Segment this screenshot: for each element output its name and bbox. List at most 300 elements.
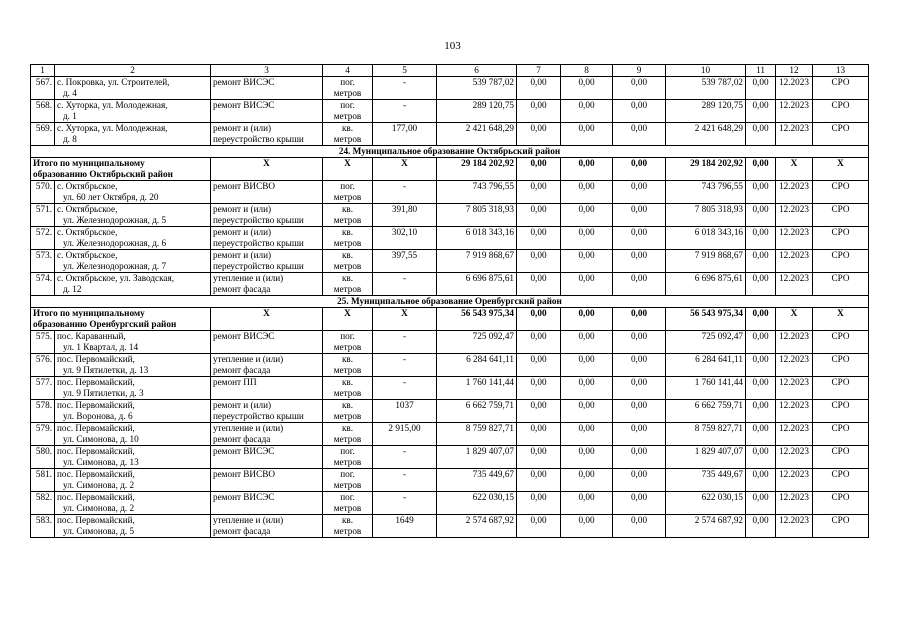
address-cell-line-1: пос. Первомайский,: [57, 377, 135, 387]
address-cell-line-1: с. Покровка, ул. Строителей,: [57, 77, 170, 87]
deadline-cell: 12.2023: [776, 469, 813, 492]
work-type-cell-line-1: ремонт и (или): [213, 227, 272, 237]
fund-cell: 0,00: [746, 331, 776, 354]
unit-cell: [323, 515, 373, 538]
unit-cell-line-1: кв.: [341, 123, 354, 133]
row-number: 581.: [31, 469, 55, 492]
fund-cell: 0,00: [517, 77, 561, 100]
address-cell-line-2: ул. Воронова, д. 6: [63, 411, 133, 421]
total-x: X: [211, 308, 323, 331]
total-cost-cell: 1 760 141,44: [437, 377, 517, 400]
work-type-cell-line-1: ремонт и (или): [213, 204, 272, 214]
quantity-cell: 302,10: [373, 227, 437, 250]
operator-cell: СРО: [813, 354, 869, 377]
address-cell-line-2: ул. Симонова, д. 5: [63, 526, 135, 536]
total-cost-cell: 539 787,02: [437, 77, 517, 100]
work-type-cell-line-1: ремонт и (или): [213, 400, 272, 410]
row-number: 568.: [31, 100, 55, 123]
work-type-cell-line-2: переустройство крыши: [213, 134, 304, 144]
row-number: 576.: [31, 354, 55, 377]
address-cell-line-1: с. Октябрьское,: [57, 227, 118, 237]
row-number: 570.: [31, 181, 55, 204]
address-cell-line-1: с. Хуторка, ул. Молодежная,: [57, 100, 168, 110]
quantity-cell: -: [373, 377, 437, 400]
deadline-cell: 12.2023: [776, 515, 813, 538]
unit-cell: [323, 250, 373, 273]
fund-cell: 0,00: [517, 377, 561, 400]
fund-cell: 0,00: [613, 123, 666, 146]
operator-cell: СРО: [813, 204, 869, 227]
deadline-cell: 12.2023: [776, 181, 813, 204]
unit-cell-line-2: метров: [333, 192, 362, 202]
unit-cell: [323, 204, 373, 227]
table-row: [31, 423, 869, 446]
col-header: 2: [55, 65, 211, 77]
total-label-line-1: Итого по муниципальному: [33, 308, 145, 318]
work-type-cell: [211, 227, 323, 250]
owner-funds-cell: 622 030,15: [666, 492, 746, 515]
col-header: 11: [746, 65, 776, 77]
fund-cell: 0,00: [517, 204, 561, 227]
operator-cell: СРО: [813, 227, 869, 250]
address-cell: [55, 423, 211, 446]
address-cell: [55, 204, 211, 227]
section-heading-row: [31, 146, 869, 158]
address-cell: [55, 77, 211, 100]
address-cell-line-2: д. 1: [63, 111, 77, 121]
fund-cell: 0,00: [613, 273, 666, 296]
total-cost-cell: 29 184 202,92: [437, 158, 517, 181]
col-header: 8: [561, 65, 613, 77]
unit-cell-line-2: метров: [333, 480, 362, 490]
operator-cell: СРО: [813, 377, 869, 400]
work-type-cell-line-1: ремонт и (или): [213, 250, 272, 260]
quantity-cell: 1649: [373, 515, 437, 538]
owner-funds-cell: 8 759 827,71: [666, 423, 746, 446]
unit-cell-line-1: пог.: [340, 100, 355, 110]
total-label-line-2: образованию Октябрьский район: [33, 169, 173, 179]
address-cell-line-2: д. 4: [63, 88, 77, 98]
deadline-cell: 12.2023: [776, 100, 813, 123]
total-cost-cell: 289 120,75: [437, 100, 517, 123]
operator-cell: СРО: [813, 515, 869, 538]
owner-funds-cell: 6 696 875,61: [666, 273, 746, 296]
address-cell-line-2: ул. 1 Квартал, д. 14: [63, 342, 139, 352]
address-cell-line-1: пос. Первомайский,: [57, 515, 135, 525]
work-type-cell-line-2: переустройство крыши: [213, 261, 304, 271]
total-cost-cell: 2 574 687,92: [437, 515, 517, 538]
work-type-cell: [211, 273, 323, 296]
deadline-cell: 12.2023: [776, 331, 813, 354]
row-number: 573.: [31, 250, 55, 273]
unit-cell: [323, 377, 373, 400]
row-number: 571.: [31, 204, 55, 227]
unit-cell-line-2: метров: [333, 457, 362, 467]
work-type-cell-line-1: ремонт ПП: [213, 377, 257, 387]
operator-cell: СРО: [813, 469, 869, 492]
col-header: 13: [813, 65, 869, 77]
fund-cell: 0,00: [613, 204, 666, 227]
address-cell-line-2: ул. 9 Пятилетки, д. 3: [63, 388, 144, 398]
unit-cell: [323, 331, 373, 354]
fund-cell: 0,00: [517, 100, 561, 123]
address-cell-line-1: пос. Караванный,: [57, 331, 126, 341]
work-type-cell-line-1: ремонт ВИСЭС: [213, 100, 275, 110]
address-cell-line-2: ул. Железнодорожная, д. 5: [63, 215, 167, 225]
total-row: [31, 308, 869, 331]
fund-cell: 0,00: [561, 469, 613, 492]
total-cost-cell: 6 662 759,71: [437, 400, 517, 423]
fund-cell: 0,00: [613, 331, 666, 354]
fund-cell: 0,00: [517, 423, 561, 446]
quantity-cell: -: [373, 181, 437, 204]
total-x: X: [373, 158, 437, 181]
fund-cell: 0,00: [561, 204, 613, 227]
unit-cell-line-1: кв.: [341, 354, 354, 364]
table-row: [31, 273, 869, 296]
fund-cell: 0,00: [517, 492, 561, 515]
fund-cell: 0,00: [746, 100, 776, 123]
deadline-cell: 12.2023: [776, 354, 813, 377]
fund-cell: 0,00: [746, 250, 776, 273]
unit-cell-line-1: пог.: [340, 446, 355, 456]
fund-cell: 0,00: [561, 273, 613, 296]
owner-funds-cell: 2 574 687,92: [666, 515, 746, 538]
col-header: 3: [211, 65, 323, 77]
address-cell-line-1: пос. Первомайский,: [57, 492, 135, 502]
section-heading: 24. Муниципальное образование Октябрьский район: [31, 146, 869, 158]
unit-cell-line-1: пог.: [340, 492, 355, 502]
unit-cell-line-2: метров: [333, 238, 362, 248]
address-cell: [55, 400, 211, 423]
quantity-cell: 1037: [373, 400, 437, 423]
fund-cell: 0,00: [561, 400, 613, 423]
operator-cell: СРО: [813, 250, 869, 273]
owner-funds-cell: 6 662 759,71: [666, 400, 746, 423]
total-x: X: [323, 308, 373, 331]
table-row: [31, 354, 869, 377]
total-x: X: [211, 158, 323, 181]
operator-cell: СРО: [813, 77, 869, 100]
unit-cell-line-2: метров: [333, 134, 362, 144]
unit-cell-line-1: кв.: [341, 204, 354, 214]
fund-cell: 0,00: [517, 250, 561, 273]
table-row: [31, 446, 869, 469]
total-x: X: [373, 308, 437, 331]
table-row: [31, 331, 869, 354]
total-fund-cell: 0,00: [746, 158, 776, 181]
table-row: [31, 250, 869, 273]
fund-cell: 0,00: [746, 492, 776, 515]
row-number: 580.: [31, 446, 55, 469]
operator-cell: СРО: [813, 100, 869, 123]
quantity-cell: -: [373, 100, 437, 123]
unit-cell-line-2: метров: [333, 284, 362, 294]
address-cell-line-1: с. Октябрьское, ул. Заводская,: [57, 273, 175, 283]
fund-cell: 0,00: [517, 469, 561, 492]
fund-cell: 0,00: [561, 331, 613, 354]
deadline-cell: 12.2023: [776, 204, 813, 227]
work-type-cell-line-1: утепление и (или): [213, 354, 284, 364]
address-cell-line-1: пос. Первомайский,: [57, 423, 135, 433]
row-number: 582.: [31, 492, 55, 515]
unit-cell-line-1: кв.: [341, 227, 354, 237]
work-type-cell: [211, 123, 323, 146]
work-type-cell: [211, 354, 323, 377]
address-cell: [55, 181, 211, 204]
row-number: 578.: [31, 400, 55, 423]
owner-funds-cell: 725 092,47: [666, 331, 746, 354]
fund-cell: 0,00: [517, 123, 561, 146]
col-header: 5: [373, 65, 437, 77]
total-cost-cell: 1 829 407,07: [437, 446, 517, 469]
unit-cell-line-1: пог.: [340, 469, 355, 479]
table-body: [31, 65, 869, 538]
unit-cell: [323, 227, 373, 250]
owner-funds-cell: 289 120,75: [666, 100, 746, 123]
owner-funds-cell: 7 805 318,93: [666, 204, 746, 227]
total-x: X: [776, 308, 813, 331]
work-type-cell-line-2: ремонт фасада: [213, 365, 271, 375]
total-x: X: [813, 308, 869, 331]
unit-cell: [323, 123, 373, 146]
fund-cell: 0,00: [561, 227, 613, 250]
address-cell-line-1: пос. Первомайский,: [57, 469, 135, 479]
quantity-cell: -: [373, 331, 437, 354]
fund-cell: 0,00: [613, 181, 666, 204]
col-header: 1: [31, 65, 55, 77]
table-row: [31, 469, 869, 492]
unit-cell: [323, 273, 373, 296]
total-x: X: [776, 158, 813, 181]
fund-cell: 0,00: [613, 400, 666, 423]
total-fund-cell: 0,00: [561, 158, 613, 181]
col-header: 10: [666, 65, 746, 77]
work-type-cell: [211, 423, 323, 446]
quantity-cell: -: [373, 469, 437, 492]
work-type-cell: [211, 515, 323, 538]
fund-cell: 0,00: [561, 100, 613, 123]
work-type-cell-line-1: ремонт ВИСЭС: [213, 77, 275, 87]
unit-cell-line-2: метров: [333, 88, 362, 98]
work-type-cell: [211, 100, 323, 123]
unit-cell-line-1: кв.: [341, 250, 354, 260]
address-cell: [55, 227, 211, 250]
col-header: 9: [613, 65, 666, 77]
row-number: 567.: [31, 77, 55, 100]
operator-cell: СРО: [813, 123, 869, 146]
unit-cell-line-2: метров: [333, 261, 362, 271]
owner-funds-cell: 7 919 868,67: [666, 250, 746, 273]
work-type-cell: [211, 250, 323, 273]
owner-funds-cell: 1 760 141,44: [666, 377, 746, 400]
row-number: 583.: [31, 515, 55, 538]
table-row: [31, 492, 869, 515]
address-cell-line-2: ул. Симонова, д. 10: [63, 434, 139, 444]
deadline-cell: 12.2023: [776, 446, 813, 469]
operator-cell: СРО: [813, 423, 869, 446]
fund-cell: 0,00: [561, 423, 613, 446]
total-owner-cell: 56 543 975,34: [666, 308, 746, 331]
owner-funds-cell: 539 787,02: [666, 77, 746, 100]
capital-repair-table: [30, 64, 869, 538]
unit-cell-line-1: кв.: [341, 273, 354, 283]
quantity-cell: 177,00: [373, 123, 437, 146]
work-type-cell-line-2: ремонт фасада: [213, 434, 271, 444]
address-cell-line-1: пос. Первомайский,: [57, 354, 135, 364]
table-row: [31, 515, 869, 538]
unit-cell-line-1: кв.: [341, 515, 354, 525]
fund-cell: 0,00: [517, 446, 561, 469]
total-x: X: [323, 158, 373, 181]
fund-cell: 0,00: [517, 515, 561, 538]
row-number: 574.: [31, 273, 55, 296]
total-cost-cell: 7 805 318,93: [437, 204, 517, 227]
col-header: 7: [517, 65, 561, 77]
fund-cell: 0,00: [613, 77, 666, 100]
fund-cell: 0,00: [613, 446, 666, 469]
fund-cell: 0,00: [517, 400, 561, 423]
total-label-line-2: образованию Оренбургский район: [33, 319, 177, 329]
address-cell-line-2: ул. Железнодорожная, д. 7: [63, 261, 167, 271]
total-cost-cell: 6 018 343,16: [437, 227, 517, 250]
unit-cell-line-2: метров: [333, 365, 362, 375]
address-cell: [55, 331, 211, 354]
quantity-cell: -: [373, 354, 437, 377]
unit-cell-line-1: кв.: [341, 400, 354, 410]
work-type-cell-line-1: ремонт и (или): [213, 123, 272, 133]
fund-cell: 0,00: [517, 331, 561, 354]
quantity-cell: 2 915,00: [373, 423, 437, 446]
deadline-cell: 12.2023: [776, 123, 813, 146]
owner-funds-cell: 6 018 343,16: [666, 227, 746, 250]
table-row: [31, 227, 869, 250]
unit-cell: [323, 492, 373, 515]
deadline-cell: 12.2023: [776, 77, 813, 100]
fund-cell: 0,00: [613, 423, 666, 446]
fund-cell: 0,00: [613, 250, 666, 273]
fund-cell: 0,00: [613, 227, 666, 250]
quantity-cell: -: [373, 492, 437, 515]
fund-cell: 0,00: [561, 446, 613, 469]
section-heading-row: [31, 296, 869, 308]
fund-cell: 0,00: [746, 227, 776, 250]
work-type-cell: [211, 204, 323, 227]
address-cell-line-1: с. Октябрьское,: [57, 204, 118, 214]
deadline-cell: 12.2023: [776, 423, 813, 446]
operator-cell: СРО: [813, 181, 869, 204]
row-number: 579.: [31, 423, 55, 446]
unit-cell-line-2: метров: [333, 388, 362, 398]
fund-cell: 0,00: [613, 469, 666, 492]
work-type-cell-line-1: утепление и (или): [213, 273, 284, 283]
work-type-cell-line-2: ремонт фасада: [213, 526, 271, 536]
address-cell-line-1: пос. Первомайский,: [57, 446, 135, 456]
address-cell-line-1: с. Хуторка, ул. Молодежная,: [57, 123, 168, 133]
total-x: X: [813, 158, 869, 181]
address-cell: [55, 250, 211, 273]
total-fund-cell: 0,00: [517, 308, 561, 331]
total-fund-cell: 0,00: [746, 308, 776, 331]
col-header: 12: [776, 65, 813, 77]
total-cost-cell: 8 759 827,71: [437, 423, 517, 446]
deadline-cell: 12.2023: [776, 250, 813, 273]
table-row: [31, 400, 869, 423]
work-type-cell-line-1: ремонт ВИСЭС: [213, 492, 275, 502]
fund-cell: 0,00: [746, 377, 776, 400]
operator-cell: СРО: [813, 331, 869, 354]
fund-cell: 0,00: [746, 469, 776, 492]
quantity-cell: -: [373, 77, 437, 100]
total-fund-cell: 0,00: [517, 158, 561, 181]
fund-cell: 0,00: [746, 354, 776, 377]
fund-cell: 0,00: [517, 354, 561, 377]
owner-funds-cell: 2 421 648,29: [666, 123, 746, 146]
quantity-cell: 397,55: [373, 250, 437, 273]
fund-cell: 0,00: [561, 181, 613, 204]
unit-cell: [323, 77, 373, 100]
total-label: [31, 158, 211, 181]
fund-cell: 0,00: [517, 273, 561, 296]
fund-cell: 0,00: [613, 100, 666, 123]
total-cost-cell: 7 919 868,67: [437, 250, 517, 273]
deadline-cell: 12.2023: [776, 492, 813, 515]
address-cell: [55, 273, 211, 296]
address-cell-line-2: ул. Железнодорожная, д. 6: [63, 238, 167, 248]
fund-cell: 0,00: [746, 181, 776, 204]
work-type-cell-line-2: переустройство крыши: [213, 411, 304, 421]
fund-cell: 0,00: [746, 204, 776, 227]
work-type-cell-line-1: ремонт ВИСВО: [213, 181, 275, 191]
owner-funds-cell: 6 284 641,11: [666, 354, 746, 377]
unit-cell: [323, 181, 373, 204]
fund-cell: 0,00: [561, 250, 613, 273]
address-cell-line-2: ул. 60 лет Октября, д. 20: [63, 192, 159, 202]
owner-funds-cell: 1 829 407,07: [666, 446, 746, 469]
work-type-cell: [211, 181, 323, 204]
total-label: [31, 308, 211, 331]
total-label-line-1: Итого по муниципальному: [33, 158, 145, 168]
unit-cell: [323, 400, 373, 423]
address-cell-line-2: ул. Симонова, д. 2: [63, 480, 135, 490]
owner-funds-cell: 743 796,55: [666, 181, 746, 204]
fund-cell: 0,00: [561, 77, 613, 100]
address-cell-line-2: ул. Симонова, д. 2: [63, 503, 135, 513]
column-number-header: [31, 65, 869, 77]
unit-cell-line-1: пог.: [340, 181, 355, 191]
row-number: 569.: [31, 123, 55, 146]
row-number: 572.: [31, 227, 55, 250]
page-number: 103: [444, 40, 461, 52]
row-number: 575.: [31, 331, 55, 354]
fund-cell: 0,00: [561, 515, 613, 538]
total-fund-cell: 0,00: [561, 308, 613, 331]
fund-cell: 0,00: [746, 515, 776, 538]
unit-cell-line-2: метров: [333, 411, 362, 421]
address-cell: [55, 492, 211, 515]
address-cell-line-2: д. 8: [63, 134, 77, 144]
total-row: [31, 158, 869, 181]
unit-cell: [323, 354, 373, 377]
operator-cell: СРО: [813, 400, 869, 423]
total-fund-cell: 0,00: [613, 308, 666, 331]
address-cell-line-1: пос. Первомайский,: [57, 400, 135, 410]
table-row: [31, 77, 869, 100]
col-header: 4: [323, 65, 373, 77]
work-type-cell-line-2: ремонт фасада: [213, 284, 271, 294]
unit-cell: [323, 100, 373, 123]
work-type-cell-line-1: утепление и (или): [213, 515, 284, 525]
